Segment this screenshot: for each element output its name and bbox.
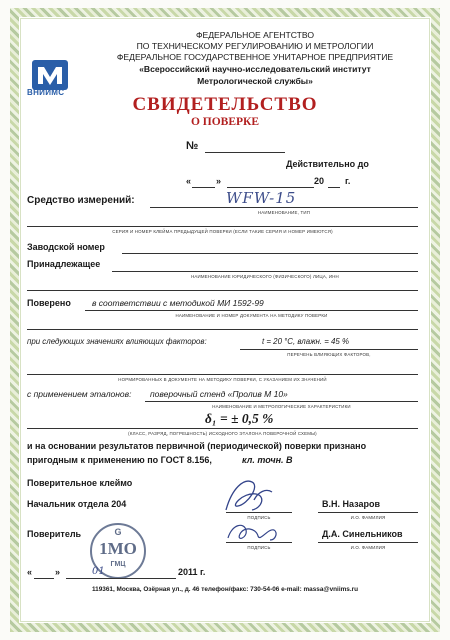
factors-line-2 [27, 374, 418, 375]
accuracy-value: δ₁ = ± 0,5 % [205, 411, 274, 426]
institute-line-2: Метрологической службы» [197, 76, 313, 86]
verifier-name: Д.А. Синельников [322, 529, 403, 539]
previous-mark-caption: СЕРИЯ И НОМЕР КЛЕЙМА ПРЕДЫДУЩЕЙ ПОВЕРКИ (ЕСЛИ ТАКИЕ СЕРИЯ И НОМЕР ИМЕЮТСЯ) [112, 229, 333, 234]
owner-label: Принадлежащее [27, 259, 101, 269]
verifier-signature-icon [222, 516, 284, 548]
accuracy-caption: (КЛАСС, РАЗРЯД, ПОГРЕШНОСТЬ) ИСХОДНОГО ЭТАЛОНА ПОВЕРОЧНОЙ СХЕМЫ) [128, 431, 317, 436]
valid-day-line [192, 187, 215, 188]
head-name: В.Н. Назаров [322, 499, 381, 509]
previous-mark-line [27, 226, 418, 227]
footer-contacts: 119361, Москва, Озёрная ул., д. 46 телефон/факс: 730-54-06 e-mail: massa@vniims.ru [91, 586, 359, 593]
head-name-caption: И.О. ФАМИЛИЯ [350, 515, 386, 520]
logo-text: ВНИИМС [27, 88, 65, 97]
verifier-name-line [318, 542, 418, 543]
valid-year-line [328, 187, 340, 188]
owner-line [112, 271, 418, 272]
standards-value: поверочный стенд «Пролив М 10» [150, 389, 288, 399]
factors-caption-2: НОРМИРОВАННЫХ В ДОКУМЕНТЕ НА МЕТОДИКУ ПОВЕРКИ, С УКАЗАНИЕМ ИХ ЗНАЧЕНИЙ [118, 377, 327, 382]
conclusion-line-2: пригодным к применению по ГОСТ 8.156, [27, 455, 212, 465]
document-title: СВИДЕТЕЛЬСТВО [132, 94, 318, 115]
instrument-line [150, 207, 418, 208]
valid-until-label: Действительно до [286, 159, 369, 169]
verified-label: Поверено [27, 298, 71, 308]
stamp-main-text: 1МО [99, 539, 137, 558]
accuracy-line [27, 428, 418, 429]
verifier-signature-caption: ПОДПИСЬ [247, 545, 271, 550]
valid-month-line [227, 187, 314, 188]
head-signature-caption: ПОДПИСЬ [247, 515, 271, 520]
number-line [205, 152, 285, 153]
factors-label: при следующих значениях влияющих факторов: [27, 337, 207, 346]
agency-line-1: ФЕДЕРАЛЬНОЕ АГЕНТСТВО [195, 30, 315, 40]
institute-line-1: «Всероссийский научно-исследовательский институт [139, 64, 371, 74]
stamp-bottom-text: ГМЦ [110, 561, 126, 568]
valid-day-close-quote: » [216, 176, 222, 186]
agency-line-2: ПО ТЕХНИЧЕСКОМУ РЕГУЛИРОВАНИЮ И МЕТРОЛОГИИ [136, 41, 374, 51]
head-name-line [318, 512, 418, 513]
serial-line [122, 253, 418, 254]
factors-caption: ПЕРЕЧЕНЬ ВЛИЯЮЩИХ ФАКТОРОВ, [287, 352, 371, 357]
verified-method: в соответствии с методикой МИ 1592-99 [92, 298, 264, 308]
head-signature-icon [218, 474, 278, 518]
document-subtitle: О ПОВЕРКЕ [190, 116, 260, 128]
date-handwritten-day: 01 [92, 566, 105, 577]
verifier-label: Поверитель [27, 529, 82, 539]
verified-line-2 [27, 329, 418, 330]
verified-caption: НАИМЕНОВАНИЕ И НОМЕР ДОКУМЕНТА НА МЕТОДИКУ ПОВЕРКИ [175, 313, 328, 318]
serial-label: Заводской номер [27, 242, 105, 252]
instrument-label: Средство измерений: [27, 195, 135, 206]
date-open-quote: « [27, 567, 33, 577]
agency-line-3: ФЕДЕРАЛЬНОЕ ГОСУДАРСТВЕННОЕ УНИТАРНОЕ ПРЕДПРИЯТИЕ [116, 52, 394, 62]
verifier-name-caption: И.О. ФАМИЛИЯ [350, 545, 386, 550]
accuracy-class: кл. точн. В [242, 455, 293, 465]
date-close-quote: » [55, 567, 61, 577]
number-label: № [186, 140, 199, 152]
valid-day-open-quote: « [186, 176, 192, 186]
valid-year-prefix: 20 [314, 176, 325, 186]
conclusion-line-1: и на основании результатов первичной (периодической) поверки признано [27, 441, 367, 451]
instrument-value: WFW-15 [226, 189, 297, 207]
instrument-caption: НАИМЕНОВАНИЕ, ТИП [257, 210, 311, 215]
head-label: Начальник отдела 204 [27, 499, 127, 509]
date-month-line [66, 578, 176, 579]
verifier-mark-label: Поверительное клеймо [27, 478, 133, 488]
standards-label: с применением эталонов: [27, 389, 132, 399]
stamp-top-letter: G [114, 527, 122, 537]
date-year: 2011 г. [178, 567, 206, 577]
verified-line [85, 310, 418, 311]
owner-line-2 [27, 290, 418, 291]
standards-line [145, 401, 418, 402]
factors-line [240, 349, 418, 350]
factors-value: t = 20 °С, влажн. = 45 % [262, 337, 350, 346]
date-day-line [34, 578, 54, 579]
standards-caption: НАИМЕНОВАНИЕ И МЕТРОЛОГИЧЕСКИЕ ХАРАКТЕРИСТИКИ [212, 404, 351, 409]
valid-year-suffix: г. [345, 176, 351, 186]
owner-caption: НАИМЕНОВАНИЕ ЮРИДИЧЕСКОГО (ФИЗИЧЕСКОГО) ЛИЦА, ИНН [191, 274, 339, 279]
